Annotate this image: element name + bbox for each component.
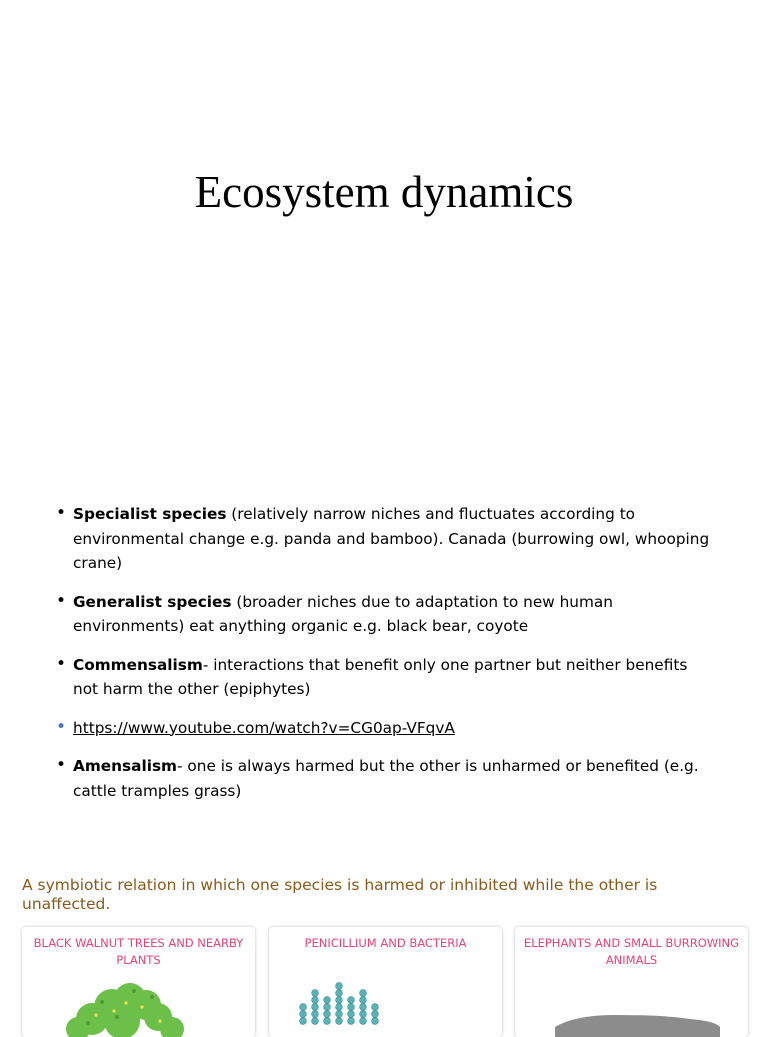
youtube-link[interactable]: https://www.youtube.com/watch?v=CG0ap-VFqvA [73, 718, 455, 737]
bullet-amensalism [56, 754, 716, 803]
bullet-specialist [56, 502, 716, 576]
bullet-text: - one is always harmed but the other is unharmed or benefited (e.g. cattle tramples grass) [73, 757, 699, 800]
bullet-text: (broader niches due to adaptation to new human environments) eat anything organic e.g. black bear, coyote [73, 592, 613, 635]
card-black-walnut [22, 927, 255, 1037]
fungus-hyphae-icon [269, 977, 502, 1037]
elephant-icon [515, 977, 748, 1037]
bullet-term: Commensalism [73, 655, 203, 674]
card-title: PENICILLIUM AND BACTERIA [304, 936, 467, 950]
bullet-term: Generalist species [73, 592, 232, 611]
card-elephants [515, 927, 748, 1037]
card-title: ELEPHANTS AND SMALL BURROWING ANIMALS [523, 936, 740, 967]
bush-icon [22, 977, 255, 1037]
bullet-generalist [56, 590, 716, 639]
bullet-commensalism [56, 653, 716, 702]
bullet-list [56, 502, 716, 817]
bullet-term: Specialist species [73, 505, 227, 523]
bullet-video-link [56, 716, 716, 741]
bullet-text: - interactions that benefit only one partner but neither benefits not harm the other (epiphytes) [73, 655, 688, 698]
slide-title: Ecosystem dynamics [194, 167, 574, 217]
card-penicillium [269, 927, 502, 1037]
bullet-text: (relatively narrow niches and fluctuates according to environmental change e.g. panda and bamboo). Canada (burrowing owl, whooping crane) [73, 505, 710, 572]
figure-caption: A symbiotic relation in which one species is harmed or inhibited while the other is unaffected. [22, 876, 658, 913]
card-title: BLACK WALNUT TREES AND NEARBY PLANTS [33, 936, 244, 967]
bullet-term: Amensalism [73, 757, 178, 775]
